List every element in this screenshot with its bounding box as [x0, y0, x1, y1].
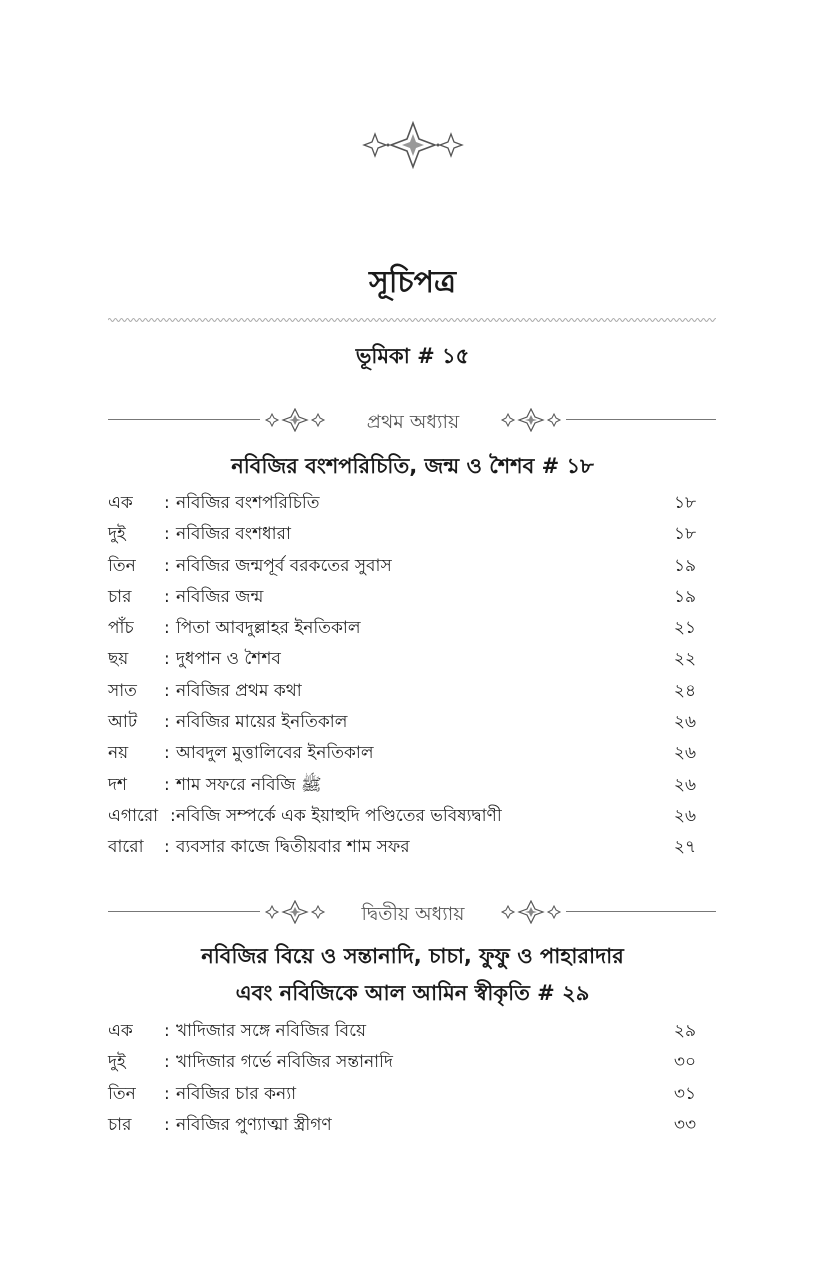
page-title: সূচিপত্র [369, 265, 456, 300]
toc-item-page: ৩৩ [673, 1114, 696, 1135]
toc-colon: : [164, 743, 170, 764]
star-ornament-icon [498, 900, 564, 924]
toc-item-title: দুধপান ও শৈশব [176, 649, 281, 670]
toc-item-number: এগারো [108, 805, 159, 826]
toc-colon: : [164, 524, 170, 545]
toc-item-number: নয় [108, 743, 129, 764]
toc-colon: : [164, 493, 170, 513]
toc-row [108, 770, 696, 801]
toc-item-title: নবিজির প্রথম কথা [176, 680, 302, 701]
toc-item-page: ১৯ [673, 586, 696, 607]
toc-row [108, 832, 696, 863]
toc-item-title: নবিজির চার কন্যা [176, 1083, 297, 1104]
toc-item-page: ২৬ [673, 805, 696, 826]
star-ornament-icon [262, 900, 328, 924]
toc-row [108, 801, 696, 832]
toc-row [108, 1110, 696, 1141]
toc-item-number: দুই [108, 524, 126, 545]
toc-item-number: পাঁচ [108, 618, 134, 639]
chapter-1-divider [108, 405, 716, 435]
toc-item-title: নবিজির বংশপরিচিতি [176, 493, 320, 513]
toc-item-number: সাত [108, 680, 137, 701]
toc-colon: : [164, 712, 170, 733]
toc-item-page: ২৪ [673, 680, 696, 701]
toc-item-number: দুই [108, 1052, 126, 1073]
toc-colon: : [170, 805, 176, 826]
toc-item-page: ২৬ [673, 743, 696, 764]
toc-colon: : [164, 649, 170, 670]
toc-item-title: ব্যবসার কাজে দ্বিতীয়বার শাম সফর [176, 837, 410, 858]
toc-colon: : [164, 1021, 170, 1041]
toc-colon: : [164, 1114, 170, 1135]
toc-item-title: আবদুল মুত্তালিবের ইনতিকাল [176, 743, 374, 764]
toc-item-number: এক [108, 1021, 133, 1041]
toc-item-page: ২২ [673, 649, 696, 670]
toc-item-title: খাদিজার সঙ্গে নবিজির বিয়ে [176, 1021, 366, 1041]
introduction-entry: ভূমিকা # ১৫ [355, 344, 470, 368]
wavy-divider [108, 316, 716, 324]
toc-colon: : [164, 774, 170, 795]
toc-item-page: ২১ [673, 618, 696, 639]
chapter-2-toc-list [108, 1016, 696, 1141]
toc-item-number: ছয় [108, 649, 129, 670]
chapter-2-heading [0, 938, 825, 1012]
toc-item-number: চার [108, 1114, 132, 1135]
chapter-label: প্রথম অধ্যায় [366, 411, 460, 433]
toc-item-page: ১৯ [673, 555, 696, 576]
toc-colon: : [164, 680, 170, 701]
toc-item-page: ১৮ [673, 493, 696, 513]
toc-row [108, 1016, 696, 1047]
toc-item-page: ৩০ [673, 1052, 696, 1073]
toc-row [108, 644, 696, 675]
toc-row [108, 488, 696, 519]
toc-item-number: বারো [108, 837, 144, 858]
star-ornament-icon [262, 408, 328, 432]
chapter-heading-line: এবং নবিজিকে আল আমিন স্বীকৃতি # ২৯ [235, 981, 590, 1005]
toc-item-title: খাদিজার গর্ভে নবিজির সন্তানাদি [176, 1052, 393, 1073]
chapter-2-divider [108, 897, 716, 927]
toc-row [108, 1079, 696, 1110]
toc-item-title: নবিজি সম্পর্কে এক ইয়াহুদি পণ্ডিতের ভবিষ্যদ্বাণী [176, 805, 502, 826]
toc-colon: : [164, 837, 170, 858]
toc-item-page: ২৬ [673, 712, 696, 733]
toc-item-number: তিন [108, 1083, 136, 1104]
toc-row [108, 582, 696, 613]
toc-row [108, 738, 696, 769]
toc-row [108, 707, 696, 738]
toc-item-number: চার [108, 586, 132, 607]
divider-line-left [108, 911, 260, 912]
toc-item-number: এক [108, 493, 133, 513]
toc-item-page: ২৯ [673, 1021, 696, 1041]
divider-line-right [566, 419, 716, 420]
chapter-1-toc-list [108, 488, 696, 864]
toc-row [108, 519, 696, 550]
toc-item-title: নবিজির মায়ের ইনতিকাল [176, 712, 348, 733]
toc-colon: : [164, 555, 170, 576]
toc-item-title: নবিজির পুণ্যাত্মা স্ত্রীগণ [176, 1114, 332, 1135]
toc-item-page: ১৮ [673, 524, 696, 545]
chapter-1-heading [0, 448, 825, 485]
divider-line-right [566, 911, 716, 912]
toc-row [108, 1047, 696, 1078]
chapter-label: দ্বিতীয় অধ্যায় [361, 903, 465, 925]
toc-colon: : [164, 1083, 170, 1104]
chapter-heading-line: নবিজির বংশপরিচিতি, জন্ম ও শৈশব # ১৮ [231, 454, 594, 478]
toc-row [108, 551, 696, 582]
chapter-heading-line: নবিজির বিয়ে ও সন্তানাদি, চাচা, ফুফু ও পাহারাদার [201, 944, 624, 968]
toc-item-number: আট [108, 712, 138, 733]
toc-colon: : [164, 586, 170, 607]
toc-colon: : [164, 618, 170, 639]
toc-colon: : [164, 1052, 170, 1073]
toc-item-page: ৩১ [673, 1083, 696, 1104]
toc-item-title: শাম সফরে নবিজি ﷺ [176, 774, 322, 795]
top-star-ornament [358, 120, 468, 170]
star-ornament-icon [498, 408, 564, 432]
toc-item-number: দশ [108, 774, 127, 795]
toc-item-title: নবিজির জন্ম [176, 586, 264, 607]
toc-item-title: নবিজির জন্মপূর্ব বরকতের সুবাস [176, 555, 392, 576]
toc-item-page: ২৬ [673, 774, 696, 795]
toc-row [108, 613, 696, 644]
toc-item-number: তিন [108, 555, 136, 576]
toc-item-title: পিতা আবদুল্লাহর ইনতিকাল [176, 618, 361, 639]
toc-row [108, 676, 696, 707]
toc-item-title: নবিজির বংশধারা [176, 524, 291, 545]
toc-item-page: ২৭ [673, 837, 696, 858]
divider-line-left [108, 419, 260, 420]
